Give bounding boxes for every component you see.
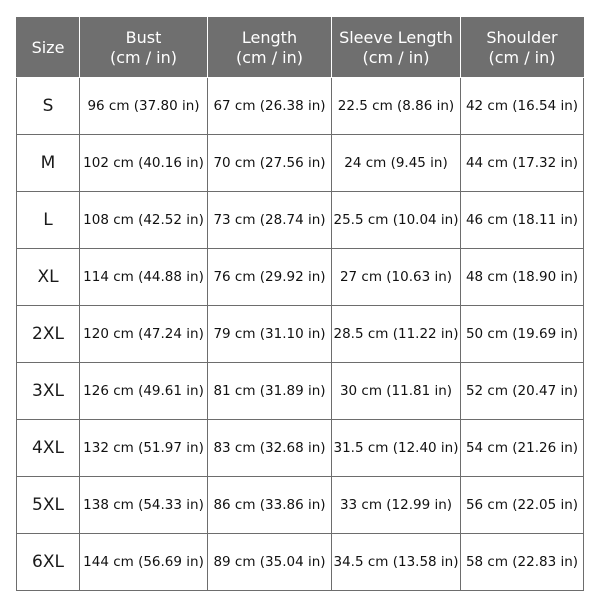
shoulder-cell: 44 cm (17.32 in): [461, 135, 584, 192]
sleeve-cell: 28.5 cm (11.22 in): [332, 306, 461, 363]
table-row: [17, 477, 584, 534]
sleeve-cell: 25.5 cm (10.04 in): [332, 192, 461, 249]
bust-cell: 144 cm (56.69 in): [80, 534, 208, 591]
header-length-unit: (cm / in): [235, 47, 303, 67]
size-chart-table: [16, 17, 584, 591]
header-size: [17, 18, 80, 78]
sleeve-cell: 34.5 cm (13.58 in): [332, 534, 461, 591]
size-cell: S: [17, 78, 80, 135]
table-row: [17, 135, 584, 192]
bust-cell: 132 cm (51.97 in): [80, 420, 208, 477]
size-cell: 3XL: [17, 363, 80, 420]
bust-cell: 120 cm (47.24 in): [80, 306, 208, 363]
length-cell: 81 cm (31.89 in): [208, 363, 332, 420]
header-row: [17, 18, 584, 78]
bust-cell: 126 cm (49.61 in): [80, 363, 208, 420]
header-bust-label: Bust: [125, 27, 162, 47]
size-cell: XL: [17, 249, 80, 306]
header-bust: [80, 18, 208, 78]
sleeve-cell: 31.5 cm (12.40 in): [332, 420, 461, 477]
table-row: [17, 78, 584, 135]
header-length-label: Length: [241, 27, 298, 47]
length-cell: 76 cm (29.92 in): [208, 249, 332, 306]
table-row: [17, 363, 584, 420]
table-row: [17, 534, 584, 591]
length-cell: 86 cm (33.86 in): [208, 477, 332, 534]
size-cell: M: [17, 135, 80, 192]
bust-cell: 114 cm (44.88 in): [80, 249, 208, 306]
shoulder-cell: 56 cm (22.05 in): [461, 477, 584, 534]
shoulder-cell: 54 cm (21.26 in): [461, 420, 584, 477]
sleeve-cell: 24 cm (9.45 in): [332, 135, 461, 192]
size-chart-body: [17, 78, 584, 591]
sleeve-cell: 22.5 cm (8.86 in): [332, 78, 461, 135]
length-cell: 67 cm (26.38 in): [208, 78, 332, 135]
header-sleeve-unit: (cm / in): [362, 47, 430, 67]
header-shoulder-label: Shoulder: [486, 27, 558, 47]
size-cell: L: [17, 192, 80, 249]
size-cell: 6XL: [17, 534, 80, 591]
bust-cell: 138 cm (54.33 in): [80, 477, 208, 534]
size-cell: 2XL: [17, 306, 80, 363]
length-cell: 79 cm (31.10 in): [208, 306, 332, 363]
bust-cell: 108 cm (42.52 in): [80, 192, 208, 249]
shoulder-cell: 58 cm (22.83 in): [461, 534, 584, 591]
length-cell: 73 cm (28.74 in): [208, 192, 332, 249]
header-length: [208, 18, 332, 78]
length-cell: 70 cm (27.56 in): [208, 135, 332, 192]
table-row: [17, 420, 584, 477]
table-row: [17, 306, 584, 363]
header-size-label: Size: [31, 37, 65, 57]
header-bust-unit: (cm / in): [109, 47, 177, 67]
sleeve-cell: 33 cm (12.99 in): [332, 477, 461, 534]
shoulder-cell: 48 cm (18.90 in): [461, 249, 584, 306]
size-chart-header: [17, 18, 584, 78]
bust-cell: 96 cm (37.80 in): [80, 78, 208, 135]
header-shoulder: [461, 18, 584, 78]
shoulder-cell: 42 cm (16.54 in): [461, 78, 584, 135]
shoulder-cell: 50 cm (19.69 in): [461, 306, 584, 363]
header-sleeve-length: [332, 18, 461, 78]
header-shoulder-unit: (cm / in): [488, 47, 556, 67]
table-row: [17, 249, 584, 306]
sleeve-cell: 30 cm (11.81 in): [332, 363, 461, 420]
table-row: [17, 192, 584, 249]
sleeve-cell: 27 cm (10.63 in): [332, 249, 461, 306]
shoulder-cell: 46 cm (18.11 in): [461, 192, 584, 249]
length-cell: 89 cm (35.04 in): [208, 534, 332, 591]
size-cell: 5XL: [17, 477, 80, 534]
shoulder-cell: 52 cm (20.47 in): [461, 363, 584, 420]
size-cell: 4XL: [17, 420, 80, 477]
length-cell: 83 cm (32.68 in): [208, 420, 332, 477]
bust-cell: 102 cm (40.16 in): [80, 135, 208, 192]
header-sleeve-label: Sleeve Length: [339, 27, 453, 47]
